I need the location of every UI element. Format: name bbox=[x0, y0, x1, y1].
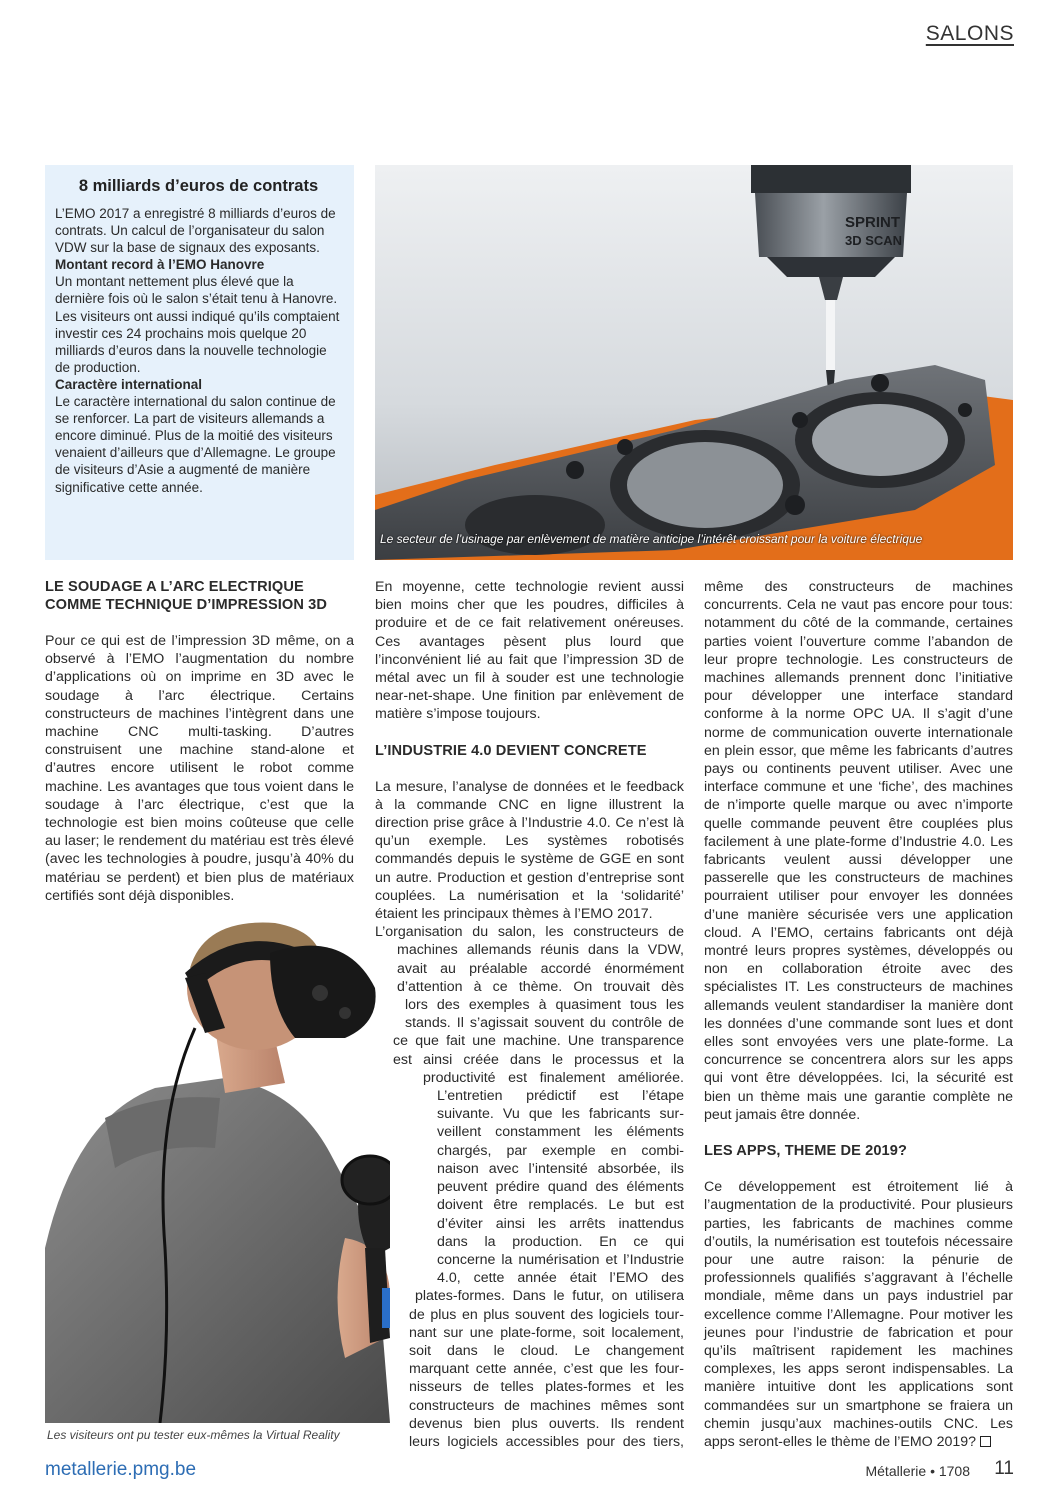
wrapped-line: lors des exemples à quasiment tous les bbox=[405, 997, 684, 1014]
sidebar-paragraph-international: Le caractère international du salon continue de se renforcer. La part de visiteurs allemands a encore diminué. Plus de la moitié des visiteurs venaient d’ailleurs que d’Allemagne. Le groupe de visiteurs d’Asie a augmenté de manière significative cette année. bbox=[55, 394, 336, 495]
paragraph-apps bbox=[704, 1178, 1013, 1451]
footer-website[interactable]: metallerie.pmg.be bbox=[45, 1459, 197, 1480]
wrapped-line: stands. Il s’agissait souvent du contrôle de bbox=[405, 1015, 684, 1032]
sidebar-intro: L’EMO 2017 a enregistré 8 milliards d’euros de contrats. Un calcul de l’organisateur du salon VDW sur la base de signaux des exposants. bbox=[55, 206, 336, 256]
heading-industry-40: L’INDUSTRIE 4.0 DEVIENT CONCRETE bbox=[375, 742, 647, 759]
machining-photo bbox=[375, 165, 1013, 560]
wrapped-line: plates-formes. Dans le futur, on utilisera bbox=[415, 1288, 684, 1305]
vr-illustration bbox=[45, 918, 390, 1423]
article-column-3 bbox=[704, 578, 1013, 1451]
paragraph-cost: En moyenne, cette technologie revient aussi bien moins cher que les poudres, difficiles à produire et de ce fait relativement onéreuses. Ces avantages pèsent plus lourd que l’inconvénient lié au fait que l’impression 3D de métal avec un fil à souder est une technologie near-net-shape. Une finition par enlèvement de matière s’impose toujours. bbox=[375, 579, 684, 723]
section-tag: SALONS bbox=[925, 22, 1014, 45]
probe-label-scan: 3D SCAN bbox=[845, 233, 903, 248]
wrapped-line: de plus en plus souvent des logiciels tour- bbox=[409, 1306, 684, 1323]
wrapped-line: constructeurs de machines mêmes sont bbox=[409, 1397, 684, 1414]
wrapped-line: veillent constamment les éléments bbox=[437, 1124, 684, 1141]
wrapped-line: productivité est finalement améliorée. bbox=[423, 1069, 684, 1086]
wrapped-line: ce que fait une machine. Une transparence bbox=[393, 1033, 684, 1050]
sidebar-box bbox=[45, 165, 354, 560]
probe-label-sprint: SPRINT bbox=[845, 214, 901, 231]
wrapped-line: 4.0, cette année était l’EMO des bbox=[437, 1270, 684, 1287]
footer-magazine-issue: Métallerie • 1708 bbox=[865, 1463, 970, 1479]
sidebar-title: 8 milliards d’euros de contrats bbox=[78, 177, 319, 195]
page-number: 11 bbox=[994, 1458, 1014, 1479]
wrapped-line: peuvent prédire quand des éléments bbox=[437, 1179, 684, 1196]
wrapped-line: d’éviter ainsi les arrêts inattendus bbox=[437, 1215, 684, 1232]
sidebar-subheading-record: Montant record à l’EMO Hanovre bbox=[55, 257, 265, 273]
machining-photo-caption: Le secteur de l’usinage par enlèvement de matière anticipe l’intérêt croissant pour la voiture électrique bbox=[380, 532, 923, 546]
sidebar-paragraph-record: Un montant nettement plus élevé que la dernière fois où le salon s’était tenu à Hanovre. Les visiteurs ont aussi indiqué qu’ils comptaient investir ces 24 prochains mois quelque 20 milliards d’euros dans la nouvelle technologie de production. bbox=[55, 274, 340, 375]
machining-illustration bbox=[375, 165, 1013, 560]
article-column-2 bbox=[375, 578, 684, 1451]
wrapped-line: soit dans le cloud. Le changement bbox=[409, 1342, 684, 1359]
wrapped-line: L’entretien prédictif est l’étape bbox=[437, 1088, 684, 1105]
wrapped-line: machines allemands réunis dans la VDW, bbox=[397, 942, 684, 959]
paragraph-apps-text: Ce développement est étroitement lié à l’augmentation de la productivité. Pour plusieurs parties, les fabricants de machines comme d’outils, la numérisation est toutefois nécessaire pour une autre raison: la pénurie de professionnels qualifiés s’aggravant à l’échelle mondiale, même dans un pays industriel par excellence comme l’Allemagne. Pour motiver les jeunes pour l’industrie de fabrication et pour qu’ils maîtrisent rapidement les machines complexes, les apps seront indispensables. La manière intuitive dont les applications sont commandées sur un smartphone se fraiera un chemin jusqu’aux machines-outils CNC. Les apps seront-elles le thème de l’EMO 2019? bbox=[704, 1179, 1013, 1450]
wrapped-line: dans la production. En ce qui bbox=[437, 1233, 684, 1250]
wrapped-line: marquant cette année, c’est que les four- bbox=[409, 1361, 684, 1378]
wrapped-line: chargés, par exemple en combi- bbox=[437, 1142, 684, 1159]
paragraph-industry-40: La mesure, l’analyse de données et le feedback à la commande CNC en ligne illustrent la direction prise grâce à l’Industrie 4.0. Ce n’est là qu’un exemple. Les systèmes robotisés commandés depuis le système de GGE en sont un autre. Production et gestion d’entreprise sont couplées. La numérisation et la ‘solidarité’ étaient les principaux thèmes à l’EMO 2017. bbox=[375, 778, 684, 923]
wrapped-line: nant sur une plate-forme, soit localement, bbox=[409, 1324, 684, 1341]
sidebar-subheading-international: Caractère international bbox=[55, 376, 203, 392]
end-of-article-mark bbox=[980, 1436, 991, 1447]
wrapped-line: devenus bien plus ouverts. Ils rendent bbox=[409, 1415, 684, 1432]
wrapped-line: d’attention à ce thème. On trouvait dès bbox=[397, 978, 684, 995]
wrapped-line: doivent être remplacés. Le but est bbox=[437, 1197, 684, 1214]
paragraph-welding: Pour ce qui est de l’impression 3D même, on a observé à l’EMO l’augmentation du nombre d’applications où on imprime en 3D avec le soudage à l’arc électrique. Certains constructeurs de machines l’intègrent dans une machine CNC multi-tasking. D’autres construisent une machine stand-alone et d’autres encore utilisent le robot comme machine. Les avantages que tous voient dans le soudage à l’arc électrique, c’est que la technologie est bien moins coûteuse que celle au laser; le rendement du matériau est très élevé (avec les technologies à poudre, jusqu’à 40% du matériau se perdent) et bien plus de matériaux certifiés sont déjà disponibles. bbox=[45, 633, 354, 904]
wrapped-line: nisseurs de telles plates-formes et les bbox=[409, 1379, 684, 1396]
wrapped-line: L’organisation du salon, les constructeurs de bbox=[375, 924, 684, 941]
paragraph-opc-ua: même des constructeurs de machines concurrents. Cela ne vaut pas encore pour tous: notamment du côté de la commande, certaines parties voient l’ouverture comme l’abandon de leur propre technologie. Les constructeurs de machines allemands prennent donc l’initiative pour développer une interface standard conforme à la norme OPC UA. Il s’agit d’une norme de communication ouverte internationale en plein essor, que même les fabricants d’autres pays ou continents peuvent utiliser. Avec une interface commune et une ‘fiche’, des machines de n’importe quelle marque ou avec n’importe quelle commande peuvent être couplées plus facilement à une plate-forme d’Industrie 4.0. Les fabricants veulent aussi développer une passerelle que les constructeurs de machines pourraient utiliser pour envoyer les données d’une manière sécurisée vers une application cloud. A l’EMO, certains fabricants ont déjà montré leurs propres systèmes, développés ou non en collaboration étroite avec des spécialistes IT. Les constructeurs de machines allemands veulent standardiser la manière dont les données d’une commande sont lues et dont elles sont envoyées vers une plate-forme. La concurrence se concentrera alors sur les apps qui vont être développées. Ici, la sécurité est bien un thème mais une garantie complète ne peut jamais être donnée. bbox=[704, 579, 1013, 1123]
paragraph-wrapped-around-photo bbox=[375, 923, 684, 1451]
wrapped-line: avait au préalable accordé énormément bbox=[397, 960, 684, 977]
wrapped-line: concerne la numérisation et l’Industrie bbox=[437, 1251, 684, 1268]
heading-apps: LES APPS, THEME DE 2019? bbox=[704, 1143, 907, 1160]
vr-photo bbox=[45, 918, 390, 1423]
wrapped-line: naison avec l’intensité absorbée, ils bbox=[437, 1160, 684, 1177]
wrapped-line: est ainsi créée dans le processus et la bbox=[393, 1051, 684, 1068]
article-column-1 bbox=[45, 578, 354, 905]
heading-welding: LE SOUDAGE A L’ARC ELECTRIQUE COMME TECHNIQUE D’IMPRESSION 3D bbox=[45, 579, 328, 613]
wrapped-line: suivante. Vu que les fabricants sur- bbox=[437, 1106, 684, 1123]
wrapped-line: leurs logiciels accessibles pour des tiers, bbox=[409, 1433, 684, 1450]
vr-photo-caption: Les visiteurs ont pu tester eux-mêmes la Virtual Reality bbox=[47, 1428, 340, 1442]
